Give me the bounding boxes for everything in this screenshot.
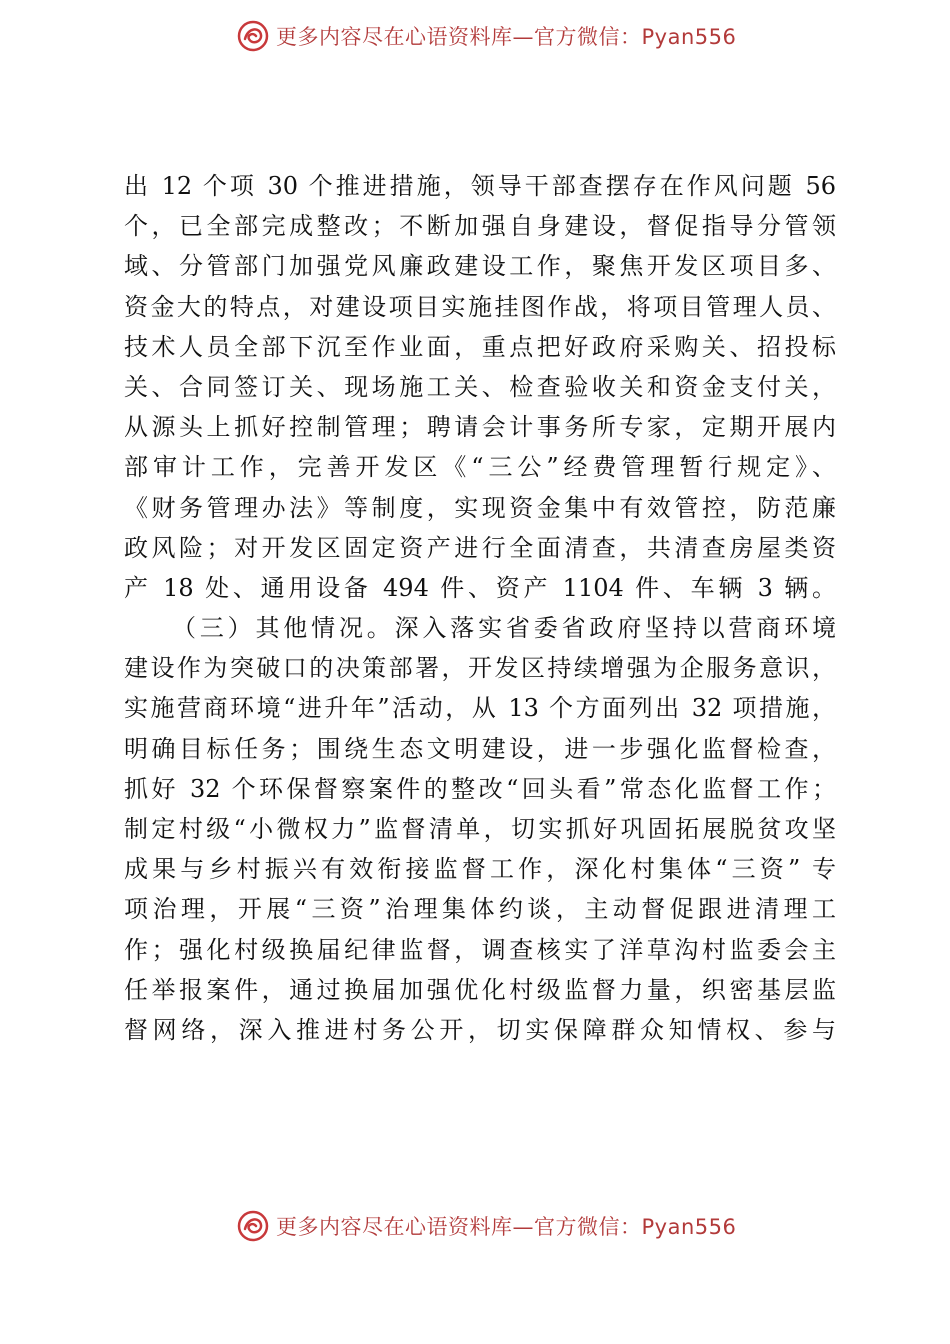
document-body bbox=[124, 166, 836, 1050]
text-line: 项治理，开展“三资”治理集体约谈，主动督促跟进清理工 bbox=[124, 895, 836, 924]
text-line: 出 12 个项 30 个推进措施，领导干部查摆存在作风问题 56 bbox=[124, 172, 836, 200]
watermark-text: 更多内容尽在心语资料库—官方微信：Pyan556 bbox=[276, 25, 737, 49]
text-line: 域、分管部门加强党风廉政建设工作，聚焦开发区项目多、 bbox=[124, 252, 836, 281]
red-swirl-logo-icon bbox=[236, 1209, 270, 1243]
text-line: 《财务管理办法》等制度，实现资金集中有效管控，防范廉 bbox=[124, 493, 836, 522]
watermark-text: 更多内容尽在心语资料库—官方微信：Pyan556 bbox=[276, 1215, 737, 1239]
text-line: 资金大的特点，对建设项目实施挂图作战，将项目管理人员、 bbox=[124, 292, 836, 321]
text-line: 政风险；对开发区固定资产进行全面清查，共清查房屋类资 bbox=[124, 533, 836, 562]
red-swirl-logo-icon bbox=[236, 19, 270, 53]
text-line: 作；强化村级换届纪律监督，调查核实了洋草沟村监委会主 bbox=[124, 935, 836, 964]
text-line: 产 18 处、通用设备 494 件、资产 1104 件、车辆 3 辆。 bbox=[124, 573, 836, 602]
text-line: 关、合同签订关、现场施工关、检查验收关和资金支付关， bbox=[124, 372, 836, 401]
text-line: 部审计工作，完善开发区《“三公”经费管理暂行规定》、 bbox=[124, 453, 836, 482]
text-line: 督网络，深入推进村务公开，切实保障群众知情权、参与 bbox=[124, 1015, 836, 1044]
footer-watermark bbox=[236, 1208, 736, 1244]
text-line: 成果与乡村振兴有效衔接监督工作，深化村集体“三资” 专 bbox=[124, 855, 836, 884]
header-watermark bbox=[236, 18, 736, 54]
text-line: 抓好 32 个环保督察案件的整改“回头看”常态化监督工作； bbox=[124, 774, 836, 803]
text-line: 技术人员全部下沉至作业面，重点把好政府采购关、招投标 bbox=[124, 332, 836, 361]
text-line: 从源头上抓好控制管理；聘请会计事务所专家，定期开展内 bbox=[124, 413, 836, 442]
section-heading-line: （三）其他情况。深入落实省委省政府坚持以营商环境 bbox=[172, 614, 836, 643]
text-line: 实施营商环境“进升年”活动，从 13 个方面列出 32 项措施， bbox=[124, 694, 836, 723]
text-line: 建设作为突破口的决策部署，开发区持续增强为企服务意识， bbox=[124, 654, 836, 683]
text-line: 任举报案件，通过换届加强优化村级监督力量，织密基层监 bbox=[124, 975, 836, 1004]
text-line: 制定村级“小微权力”监督清单，切实抓好巩固拓展脱贫攻坚 bbox=[124, 815, 836, 843]
text-line: 明确目标任务；围绕生态文明建设，进一步强化监督检查， bbox=[124, 734, 836, 763]
text-line: 个，已全部完成整改；不断加强自身建设，督促指导分管领 bbox=[124, 212, 836, 241]
